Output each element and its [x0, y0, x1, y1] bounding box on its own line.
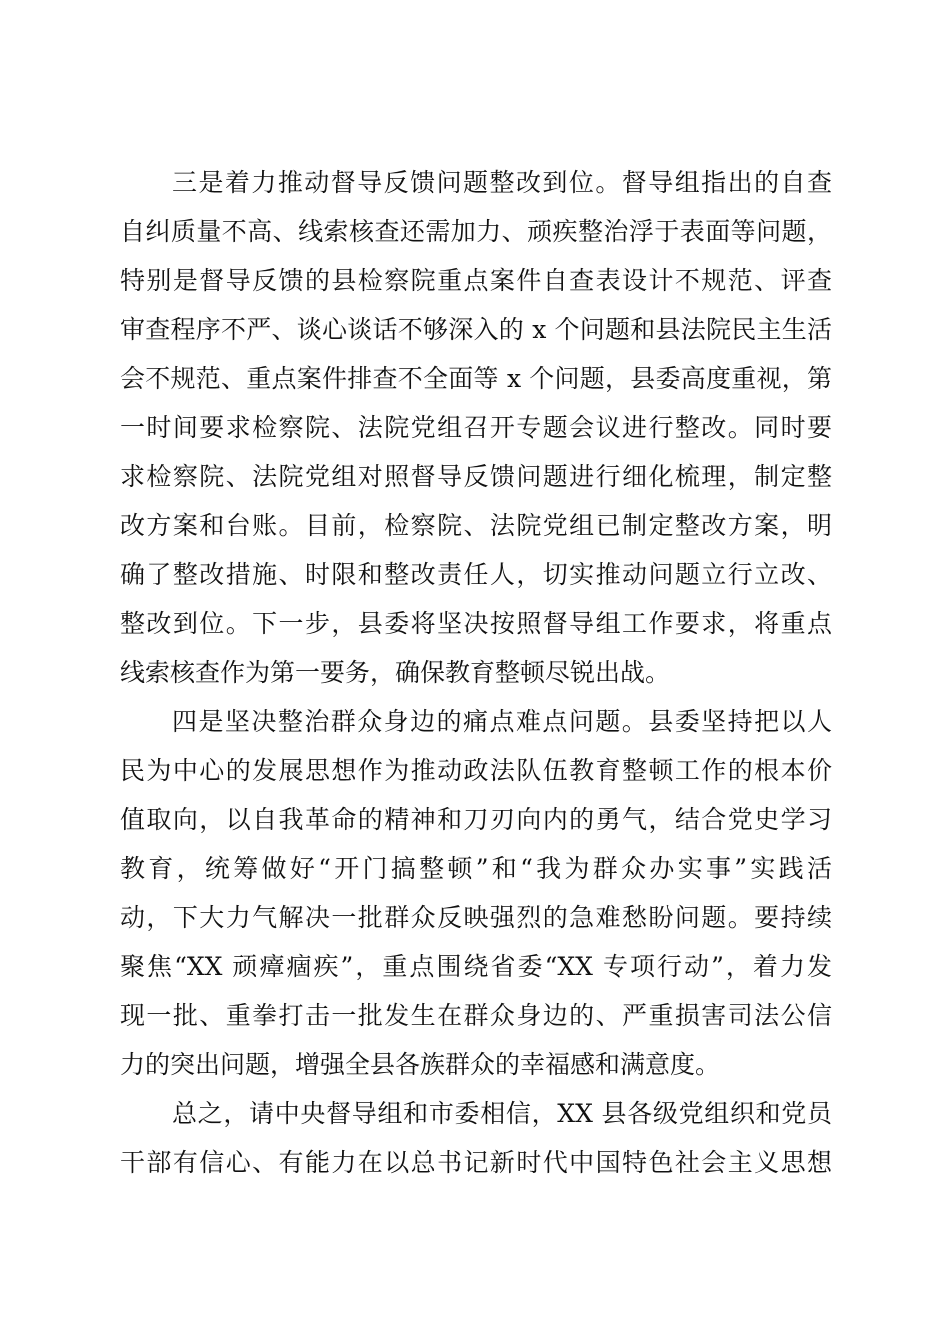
paragraph-public-issues: [120, 697, 832, 1089]
text-line: 确了整改措施、时限和整改责任人，切实推动问题立行立改、: [120, 560, 832, 589]
paragraph-conclusion: [120, 1089, 832, 1187]
text-line: 力的突出问题，增强全县各族群众的幸福感和满意度。: [120, 1050, 721, 1079]
text-line: 特别是督导反馈的县检察院重点案件自查表设计不规范、评查: [120, 266, 832, 295]
text-line: 现一批、重拳打击一批发生在群众身边的、严重损害司法公信: [120, 1001, 832, 1030]
text-line: 审查程序不严、谈心谈话不够深入的 x 个问题和县法院民主生活: [120, 315, 832, 344]
text-line: 线索核查作为第一要务，确保教育整顿尽锐出战。: [120, 658, 671, 687]
text-line: 会不规范、重点案件排查不全面等 x 个问题，县委高度重视，第: [120, 364, 832, 393]
text-line: 自纠质量不高、线索核查还需加力、顽疾整治浮于表面等问题，: [120, 217, 832, 246]
text-line: 总之，请中央督导组和市委相信，XX 县各级党组织和党员: [172, 1099, 832, 1128]
text-line: 整改到位。下一步，县委将坚决按照督导组工作要求，将重点: [120, 609, 832, 638]
text-line: 聚焦“XX 顽瘴痼疾”，重点围绕省委“XX 专项行动”，着力发: [120, 952, 832, 981]
text-line: 求检察院、法院党组对照督导反馈问题进行细化梳理，制定整: [120, 462, 832, 491]
text-line: 四是坚决整治群众身边的痛点难点问题。县委坚持把以人: [172, 707, 832, 736]
text-line: 改方案和台账。目前，检察院、法院党组已制定整改方案，明: [120, 511, 832, 540]
text-line: 民为中心的发展思想作为推动政法队伍教育整顿工作的根本价: [120, 756, 832, 785]
text-line: 值取向，以自我革命的精神和刀刃向内的勇气，结合党史学习: [120, 805, 832, 834]
document-body: [120, 158, 832, 1187]
text-line: 一时间要求检察院、法院党组召开专题会议进行整改。同时要: [120, 413, 832, 442]
text-line: 教育，统筹做好“开门搞整顿”和“我为群众办实事”实践活: [120, 854, 832, 883]
text-line: 动，下大力气解决一批群众反映强烈的急难愁盼问题。要持续: [120, 903, 832, 932]
text-line: 干部有信心、有能力在以总书记新时代中国特色社会主义思想: [120, 1148, 832, 1177]
text-line: 三是着力推动督导反馈问题整改到位。督导组指出的自查: [172, 168, 832, 197]
paragraph-rectification: [120, 158, 832, 697]
